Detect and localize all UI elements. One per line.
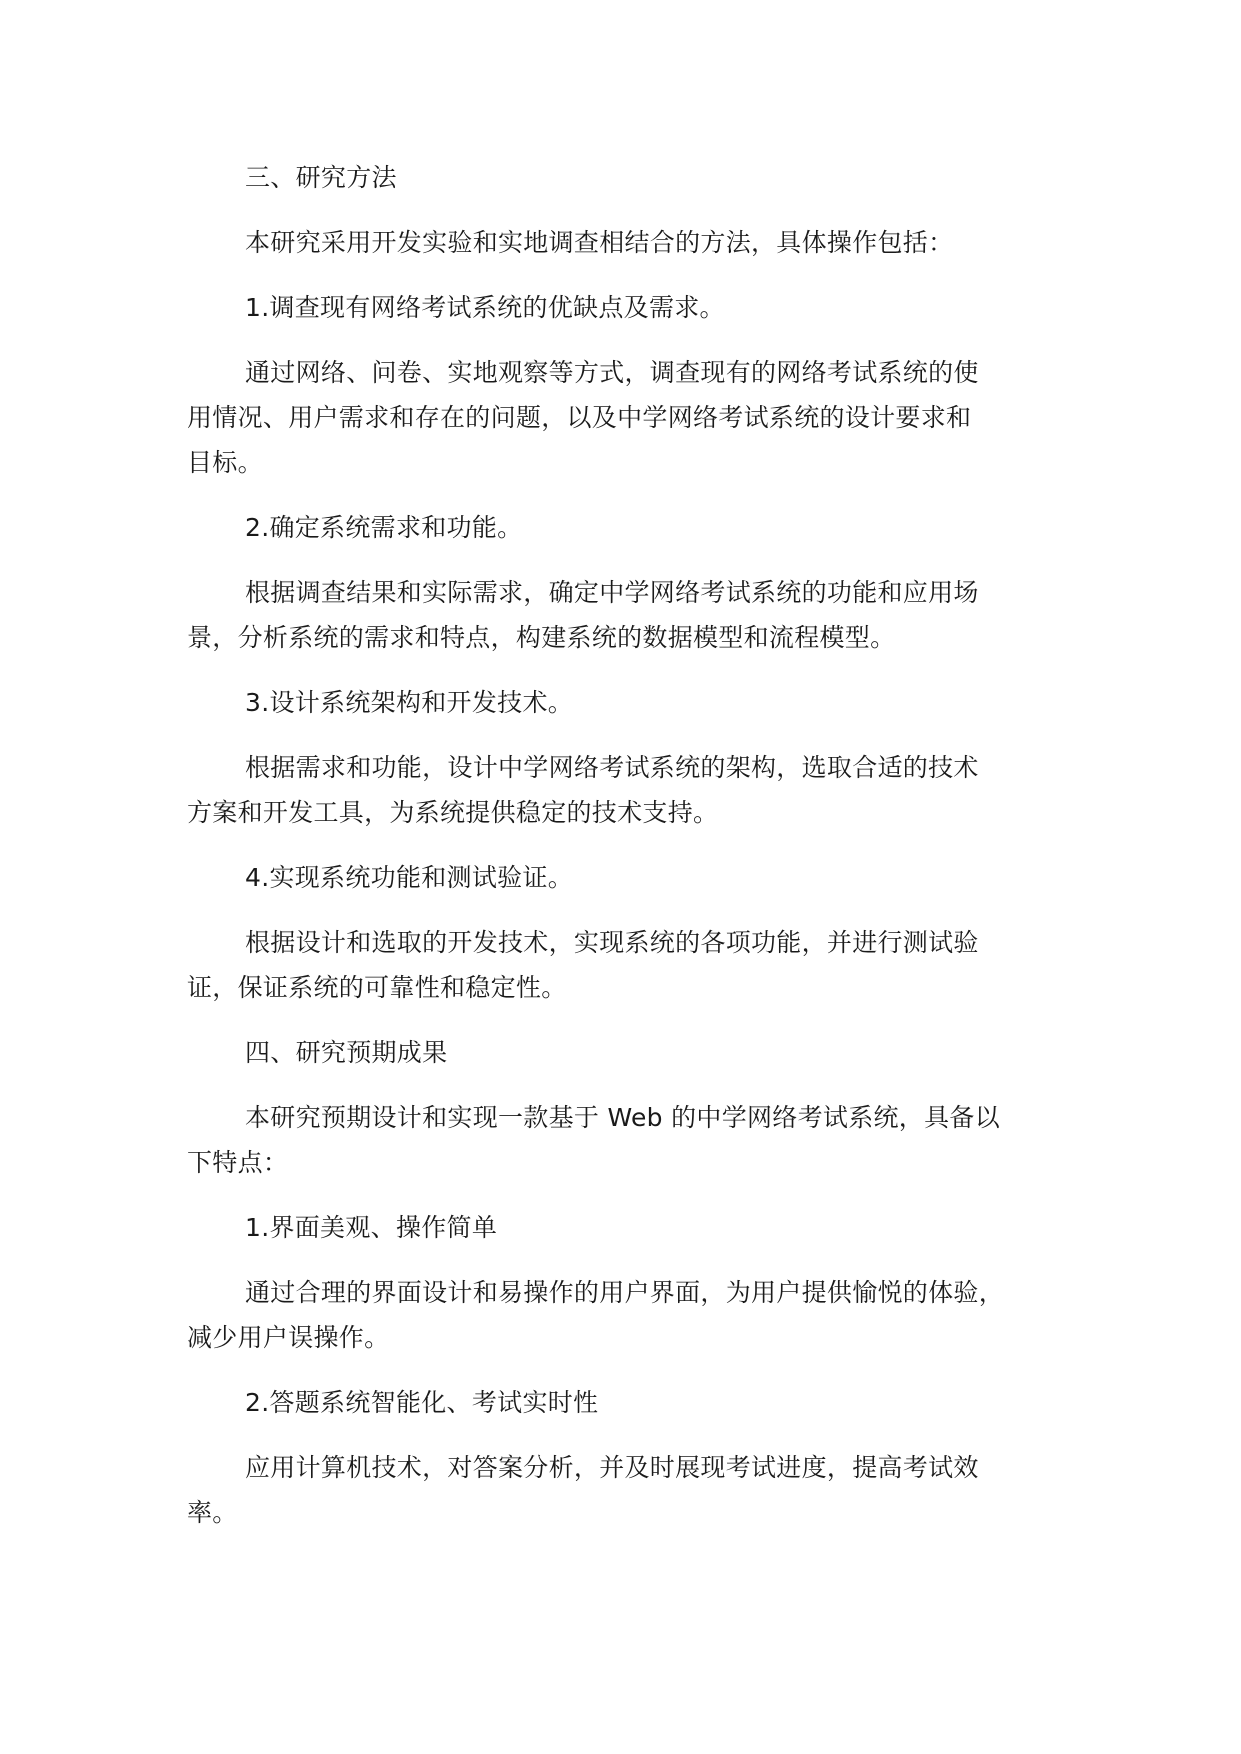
text-line: 2.答题系统智能化、考试实时性 xyxy=(245,1388,599,1417)
text-line: 四、研究预期成果 xyxy=(245,1038,448,1067)
paragraph xyxy=(187,570,1087,660)
paragraph xyxy=(187,1445,1087,1535)
text-line: 减少用户误操作。 xyxy=(187,1323,390,1352)
text-line: 1.调查现有网络考试系统的优缺点及需求。 xyxy=(245,293,725,322)
step-title xyxy=(187,505,1087,550)
feature-title xyxy=(187,1205,1087,1250)
text-line: 通过合理的界面设计和易操作的用户界面，为用户提供愉悦的体验， xyxy=(245,1278,1005,1307)
text-line: 证，保证系统的可靠性和稳定性。 xyxy=(187,973,567,1002)
feature-title xyxy=(187,1380,1087,1425)
text-line: 本研究预期设计和实现一款基于 Web 的中学网络考试系统，具备以 xyxy=(245,1103,1000,1132)
section-heading xyxy=(187,1030,1087,1075)
paragraph xyxy=(187,350,1087,485)
text-line: 景，分析系统的需求和特点，构建系统的数据模型和流程模型。 xyxy=(187,623,896,652)
text-line: 通过网络、问卷、实地观察等方式，调查现有的网络考试系统的使 xyxy=(245,358,979,387)
text-line: 目标。 xyxy=(187,448,263,477)
text-line: 方案和开发工具，为系统提供稳定的技术支持。 xyxy=(187,798,719,827)
text-line: 4.实现系统功能和测试验证。 xyxy=(245,863,574,892)
step-title xyxy=(187,855,1087,900)
text-line: 根据设计和选取的开发技术，实现系统的各项功能，并进行测试验 xyxy=(245,928,979,957)
text-line: 本研究采用开发实验和实地调查相结合的方法，具体操作包括： xyxy=(245,228,954,257)
step-title xyxy=(187,285,1087,330)
text-line: 应用计算机技术，对答案分析，并及时展现考试进度，提高考试效 xyxy=(245,1453,979,1482)
text-line: 下特点： xyxy=(187,1148,289,1177)
paragraph xyxy=(187,1095,1087,1185)
section-heading xyxy=(187,155,1087,200)
text-line: 根据需求和功能，设计中学网络考试系统的架构，选取合适的技术 xyxy=(245,753,979,782)
paragraph xyxy=(187,1270,1087,1360)
paragraph xyxy=(187,745,1087,835)
document-body xyxy=(187,155,1087,1555)
text-line: 根据调查结果和实际需求，确定中学网络考试系统的功能和应用场 xyxy=(245,578,979,607)
text-line: 率。 xyxy=(187,1498,238,1527)
text-line: 1.界面美观、操作简单 xyxy=(245,1213,498,1242)
paragraph xyxy=(187,920,1087,1010)
step-title xyxy=(187,680,1087,725)
text-line: 用情况、用户需求和存在的问题，以及中学网络考试系统的设计要求和 xyxy=(187,403,972,432)
text-line: 三、研究方法 xyxy=(245,163,397,192)
paragraph xyxy=(187,220,1087,265)
text-line: 2.确定系统需求和功能。 xyxy=(245,513,523,542)
text-line: 3.设计系统架构和开发技术。 xyxy=(245,688,574,717)
